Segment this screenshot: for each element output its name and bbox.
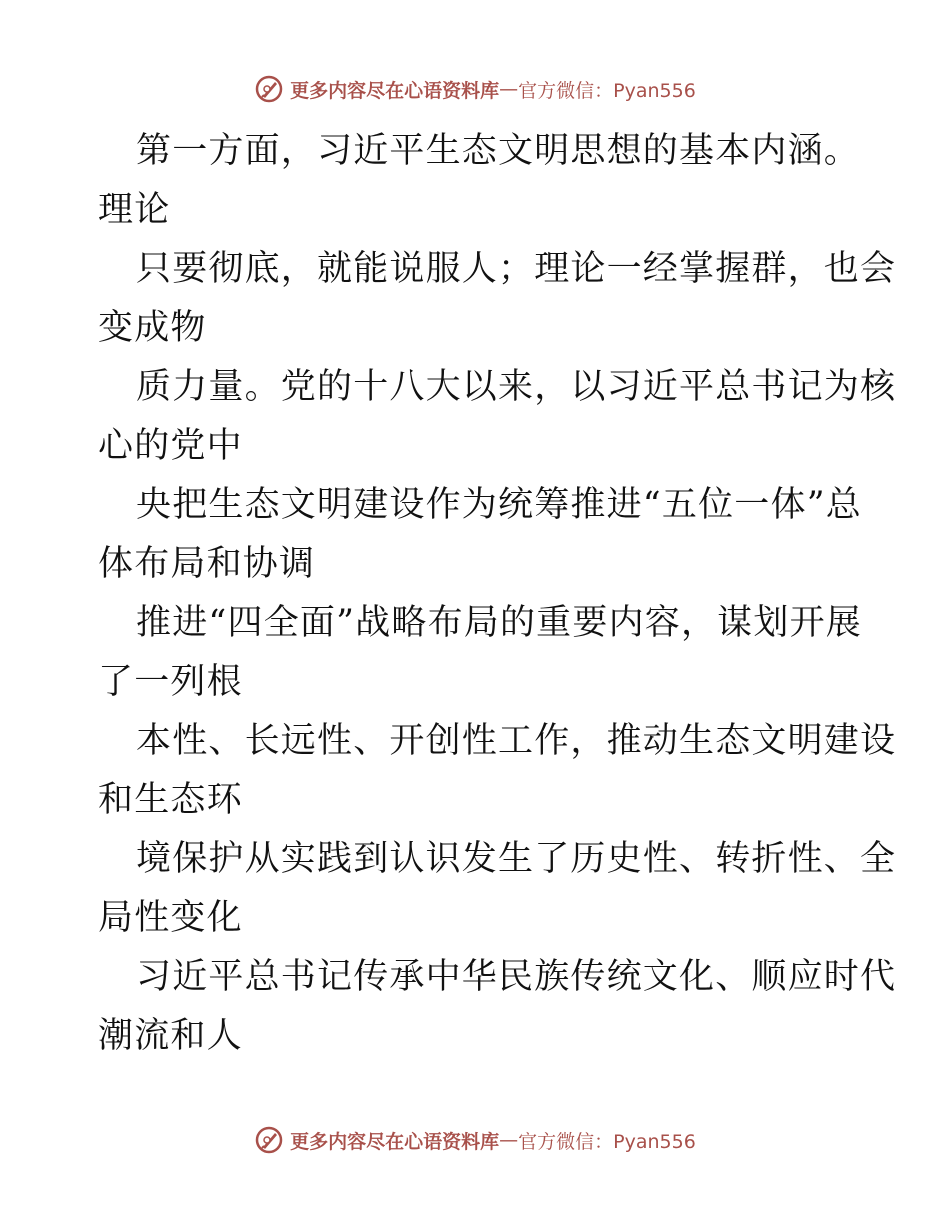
- header-banner: [0, 71, 950, 107]
- banner-separator: —: [499, 78, 519, 100]
- text-line: 央把生态文明建设作为统筹推进“五位一体”总: [136, 485, 862, 525]
- text-line: 和生态环: [98, 780, 243, 820]
- text-line: 习近平总书记传承中华民族传统文化、顺应时代: [136, 957, 897, 997]
- text-line: 推进“四全面”战略布局的重要内容，谋划开展: [136, 603, 862, 643]
- text-line: 潮流和人: [98, 1016, 243, 1056]
- banner-wechat: 官方微信：Pyan556: [518, 79, 696, 102]
- document-body: [98, 122, 897, 1066]
- text-line: 只要彻底，就能说服人；理论一经掌握群，也会: [136, 249, 897, 289]
- banner-title: 更多内容尽在心语资料库: [290, 79, 500, 102]
- text-line: 第一方面，习近平生态文明思想的基本内涵。: [136, 131, 861, 171]
- text-line: 变成物: [98, 308, 207, 348]
- banner-title: 更多内容尽在心语资料库: [290, 1130, 500, 1153]
- quill-logo-icon: [254, 1125, 284, 1155]
- text-line: 了一列根: [98, 662, 243, 702]
- text-line: 境保护从实践到认识发生了历史性、转折性、全: [136, 839, 897, 879]
- text-line: 体布局和协调: [98, 544, 316, 584]
- banner-separator: —: [499, 1129, 519, 1151]
- quill-logo-icon: [254, 74, 284, 104]
- text-line: 质力量。党的十八大以来，以习近平总书记为核: [136, 367, 897, 407]
- text-line: 理论: [98, 190, 171, 230]
- text-line: 局性变化: [98, 898, 243, 938]
- text-line: 心的党中: [98, 426, 243, 466]
- banner-wechat: 官方微信：Pyan556: [518, 1130, 696, 1153]
- text-line: 本性、长远性、开创性工作，推动生态文明建设: [136, 721, 897, 761]
- footer-banner: [0, 1122, 950, 1158]
